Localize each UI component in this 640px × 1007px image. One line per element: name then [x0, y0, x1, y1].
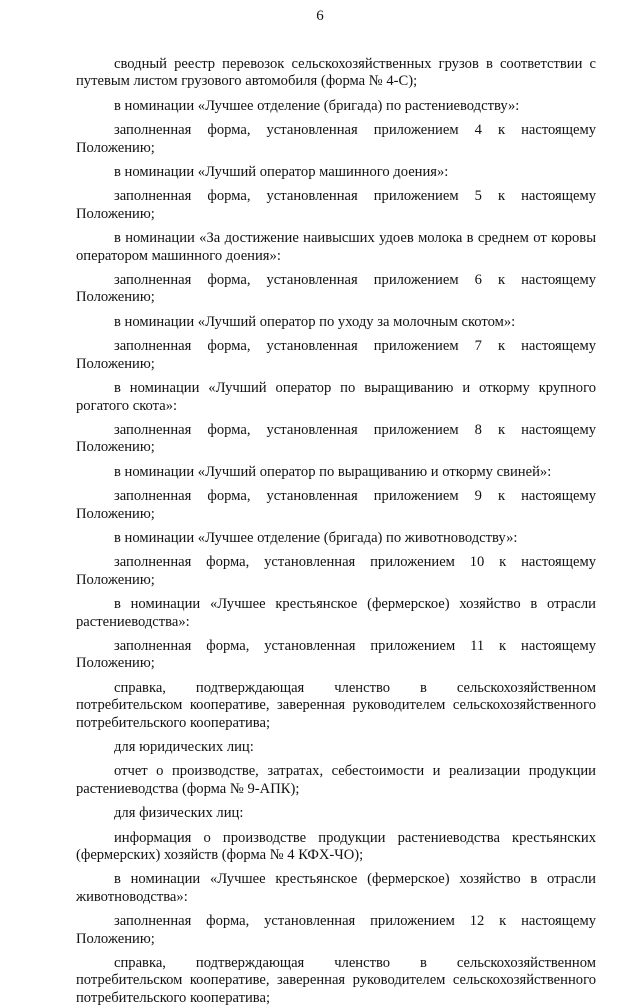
paragraph: в номинации «Лучший оператор по выращиванию и откорму крупного рогатого скота»: [76, 380, 596, 414]
document-body [76, 56, 596, 1007]
paragraph: справка, подтверждающая членство в сельскохозяйственном потребительском кооперативе, заверенная руководителем сельскохозяйственного потребительского кооператива; [76, 955, 596, 1006]
paragraph: заполненная форма, установленная приложением 9 к настоящему Положению; [76, 488, 596, 522]
paragraph: для физических лиц: [114, 805, 244, 822]
paragraph: в номинации «За достижение наивысших удоев молока в среднем от коровы оператором машинного доения»: [76, 230, 596, 264]
paragraph: заполненная форма, установленная приложением 8 к настоящему Положению; [76, 421, 596, 456]
paragraph: в номинации «Лучшее крестьянское (фермерское) хозяйство в отрасли животноводства»: [76, 871, 596, 905]
paragraph: заполненная форма, установленная приложением 6 к настоящему Положению; [76, 272, 596, 306]
paragraph: заполненная форма, установленная приложением 10 к настоящему Положению; [76, 554, 596, 588]
paragraph: в номинации «Лучший оператор по уходу за молочным скотом»: [114, 313, 516, 330]
page-number: 6 [316, 8, 324, 24]
paragraph: заполненная форма, установленная приложением 11 к настоящему Положению; [76, 637, 596, 672]
paragraph: сводный реестр перевозок сельскохозяйственных грузов в соответствии с путевым листом грузового автомобиля (форма № 4-С); [76, 56, 596, 90]
paragraph: в номинации «Лучший оператор по выращиванию и откорму свиней»: [114, 463, 552, 480]
paragraph: для юридических лиц: [114, 739, 254, 755]
paragraph: в номинации «Лучший оператор машинного доения»: [114, 164, 449, 181]
paragraph: информация о производстве продукции растениеводства крестьянских (фермерских) хозяйств (форма № 4 КФХ-ЧО); [76, 829, 596, 864]
paragraph: заполненная форма, установленная приложением 5 к настоящему Положению; [76, 188, 596, 222]
paragraph: заполненная форма, установленная приложением 12 к настоящему Положению; [76, 913, 596, 947]
paragraph: в номинации «Лучшее отделение (бригада) по животноводству»: [114, 529, 518, 546]
paragraph: заполненная форма, установленная приложением 7 к настоящему Положению; [76, 338, 596, 372]
paragraph: заполненная форма, установленная приложением 4 к настоящему Положению; [76, 122, 596, 156]
paragraph: в номинации «Лучшее отделение (бригада) по растениеводству»: [114, 97, 520, 114]
paragraph: в номинации «Лучшее крестьянское (фермерское) хозяйство в отрасли растениеводства»: [76, 596, 596, 630]
paragraph: отчет о производстве, затратах, себестоимости и реализации продукции растениеводства (форма № 9-АПК); [76, 763, 596, 797]
paragraph: справка, подтверждающая членство в сельскохозяйственном потребительском кооперативе, заверенная руководителем сельскохозяйственного потребительского кооператива; [76, 679, 596, 731]
